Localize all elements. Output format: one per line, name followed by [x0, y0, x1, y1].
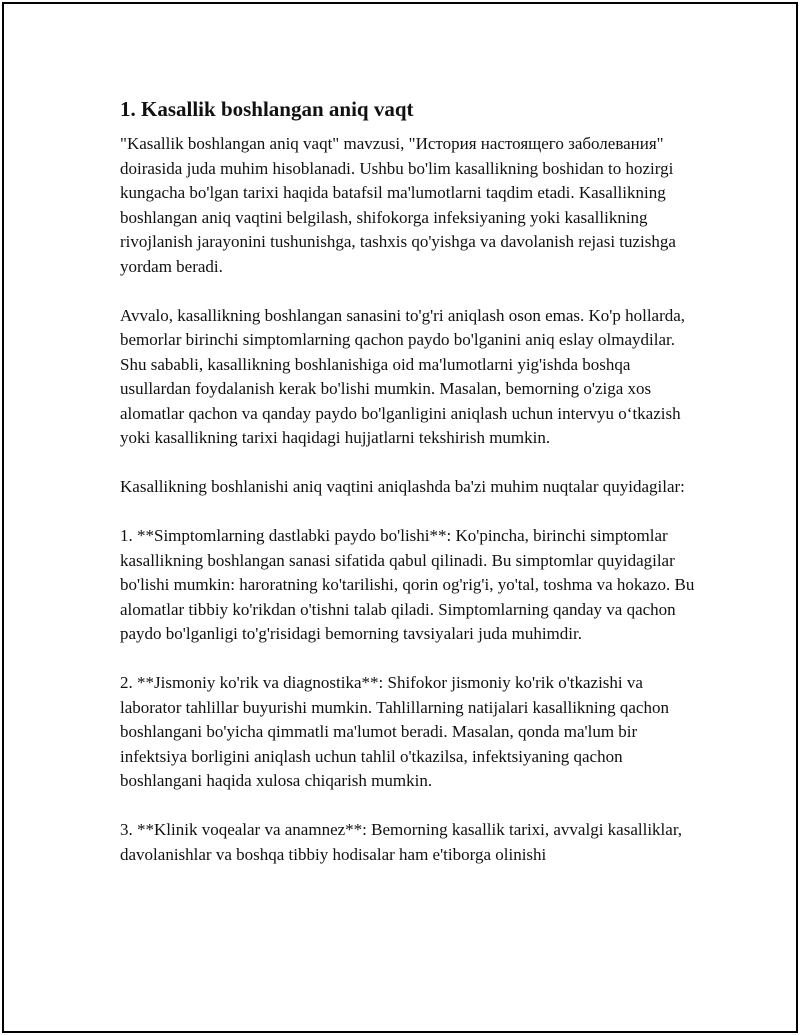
paragraph-avvalo: Avvalo, kasallikning boshlangan sanasini to'g'ri aniqlash oson emas. Ko'p hollarda, bemorlar birinchi simptomlarning qachon paydo bo'lganini aniq eslay olmaydilar. Shu sababli, kasallikning boshlanishiga oid ma'lumotlarni yig'ishda boshqa usullardan foydalanish kerak bo'lishi mumkin. Masalan, bemorning o'ziga xos alomatlar qachon va qanday paydo bo'lganligini aniqlash uchun intervyu oʻtkazish yoki kasallikning tarixi haqidagi hujjatlarni tekshirish mumkin.: [120, 305, 686, 447]
section-heading: 1. Kasallik boshlangan aniq vaqt: [120, 97, 414, 121]
list-item-1: 1. **Simptomlarning dastlabki paydo bo'lishi**: Ko'pincha, birinchi simptomlar kasallikning boshlangan sanasi sifatida qabul qilinadi. Bu simptomlar quyidagilar bo'lishi mumkin: haroratning ko'tarilishi, qorin og'rig'i, yo'tal, toshma va hokazo. Bu alomatlar tibbiy ko'rikdan o'tishni talab qiladi. Simptomlarning qanday va qachon paydo bo'lganligi to'g'risidagi bemorning tavsiyalari juda muhimdir.: [120, 526, 695, 643]
list-item-3: 3. **Klinik voqealar va anamnez**: Bemorning kasallik tarixi, avvalgi kasalliklar, davolanishlar va boshqa tibbiy hodisalar ham e'tiborga olinishi: [120, 820, 683, 864]
list-item-2: 2. **Jismoniy ko'rik va diagnostika**: Shifokor jismoniy ko'rik o'tkazishi va laborator tahlillar buyurishi mumkin. Tahlillarning natijalari kasallikning qachon boshlangani bo'yicha qimmatli ma'lumot beradi. Masalan, qonda ma'lum bir infektsiya borligini aniqlash uchun tahlil o'tkazilsa, infektsiyaning qachon boshlangani haqida xulosa chiqarish mumkin.: [120, 673, 669, 790]
paragraph-intro: "Kasallik boshlangan aniq vaqt" mavzusi, "История настоящего заболевания" doirasida juda muhim hisoblanadi. Ushbu bo'lim kasallikning boshidan to hozirgi kungacha bo'lgan tarixi haqida batafsil ma'lumotlarni taqdim etadi. Kasallikning boshlangan aniq vaqtini belgilash, shifokorga infeksiyaning yoki kasallikning rivojlanish jarayonini tushunishga, tashxis qo'yishga va davolanish rejasi tuzishga yordam beradi.: [120, 134, 676, 276]
page-frame: [2, 2, 798, 1033]
document-body: [120, 94, 700, 867]
paragraph-list-intro: Kasallikning boshlanishi aniq vaqtini aniqlashda ba'zi muhim nuqtalar quyidagilar:: [120, 477, 685, 496]
